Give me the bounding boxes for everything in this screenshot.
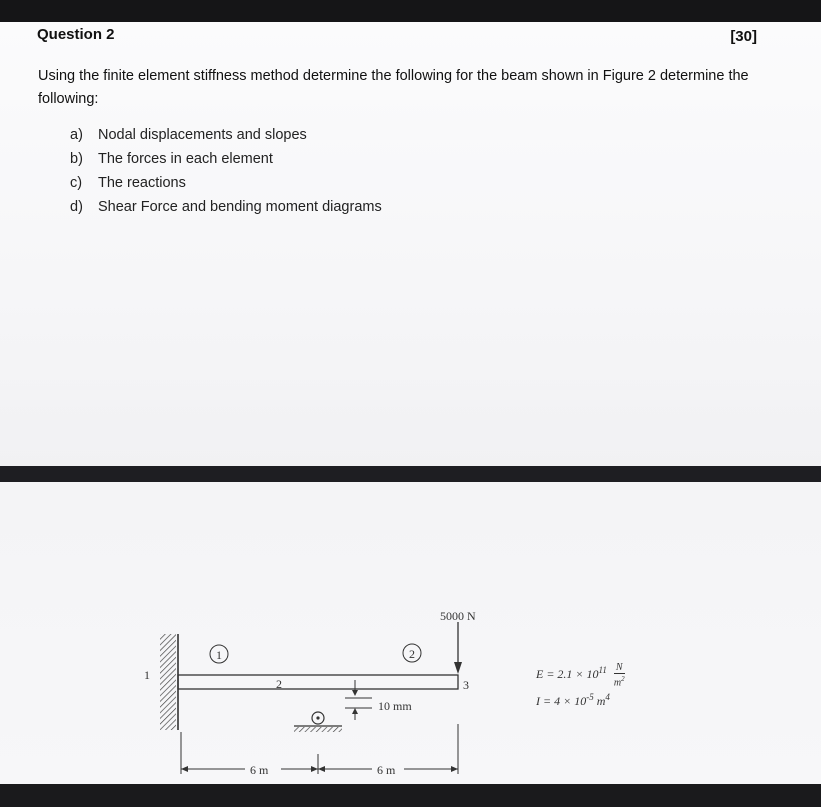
load-label: 5000 N	[440, 609, 476, 623]
element-label-1: 1	[216, 648, 222, 662]
modulus-exponent: 11	[598, 664, 607, 675]
node-label-1: 1	[144, 668, 150, 682]
part-letter: a)	[70, 127, 83, 143]
part-letter: b)	[70, 151, 83, 167]
screen-bezel-bottom	[0, 784, 821, 807]
span-label-2: 6 m	[377, 763, 396, 777]
node-label-2: 2	[276, 677, 282, 691]
part-text: Nodal displacements and slopes	[98, 127, 307, 143]
part-text: Shear Force and bending moment diagrams	[98, 199, 382, 215]
page-gap	[0, 466, 821, 482]
modulus-unit-denominator: m	[613, 677, 622, 689]
element-label-2: 2	[409, 647, 415, 661]
part-text: The forces in each element	[98, 151, 273, 167]
part-item	[70, 148, 382, 172]
element-marker-2	[403, 644, 421, 662]
settlement-indicator	[345, 680, 372, 720]
screen-bezel-top	[0, 0, 821, 22]
inertia-line	[536, 692, 610, 709]
part-letter: c)	[70, 175, 83, 191]
part-letter: d)	[70, 199, 83, 215]
modulus-unit-denominator-exponent: 2	[621, 675, 625, 683]
question-parts	[70, 124, 382, 220]
modulus-unit-numerator: N	[614, 662, 625, 674]
inertia-unit: m	[596, 694, 606, 708]
roller-support	[294, 712, 342, 732]
part-text: The reactions	[98, 175, 186, 191]
question-instruction: Using the finite element stiffness method determine the following for the beam shown in Figure 2 determine the following:	[38, 68, 749, 107]
part-item	[70, 172, 382, 196]
part-item	[70, 124, 382, 148]
modulus-units	[614, 662, 625, 688]
inertia-exponent: -5	[586, 692, 594, 702]
beam-figure	[0, 482, 821, 784]
beam-body	[178, 675, 458, 689]
settlement-label: 10 mm	[378, 699, 412, 713]
modulus-line	[536, 662, 625, 688]
modulus-label: E = 2.1 × 10	[536, 666, 599, 681]
point-load-arrow	[454, 622, 462, 674]
fixed-wall-support	[160, 634, 178, 730]
part-item	[70, 196, 382, 220]
element-marker-1	[210, 645, 228, 663]
inertia-label: I = 4 × 10	[536, 694, 587, 708]
question-marks: [30]	[730, 28, 757, 45]
span-label-1: 6 m	[250, 763, 269, 777]
inertia-unit-exponent: 4	[605, 692, 610, 702]
question-title: Question 2	[37, 26, 115, 43]
node-label-3: 3	[463, 678, 469, 692]
